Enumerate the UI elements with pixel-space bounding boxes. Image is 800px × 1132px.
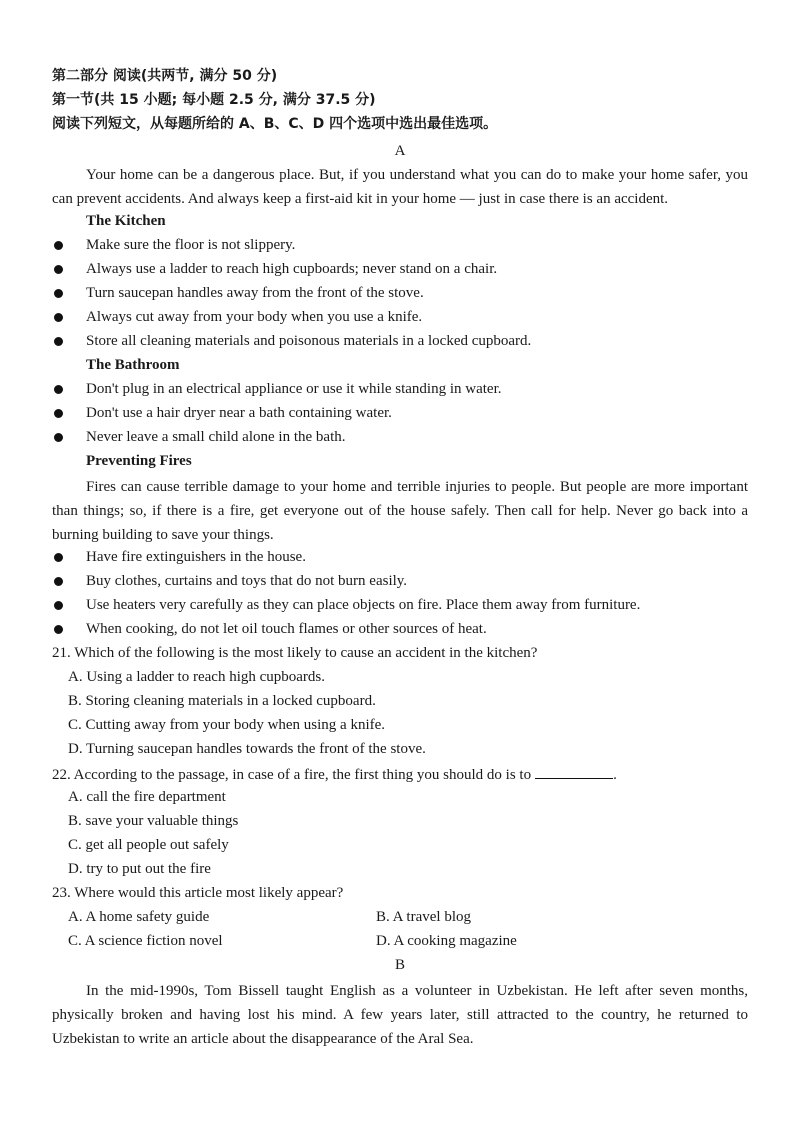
list-item: Use heaters very carefully as they can place objects on fire. Place them away from furniture. xyxy=(86,597,641,613)
list-item: Buy clothes, curtains and toys that do not burn easily. xyxy=(86,573,408,589)
option-d[interactable]: D. Turning saucepan handles towards the front of the stove. xyxy=(68,741,426,757)
question-stem: 21. Which of the following is the most likely to cause an accident in the kitchen? xyxy=(52,645,538,661)
option-a[interactable]: A. A home safety guide xyxy=(68,909,210,925)
bullet-icon xyxy=(54,385,63,394)
question-stem-line xyxy=(52,764,617,784)
part-title: 第二部分 阅读(共两节, 满分 50 分) xyxy=(52,68,278,84)
question-stem: 23. Where would this article most likely appear? xyxy=(52,885,344,901)
fires-intro: Fires can cause terrible damage to your home and terrible injuries to people. But people are more important than things; so, if there is a fire, get everyone out of the house safely. Then call for help. Never go back into a burning building to save your things. xyxy=(52,479,748,543)
list-item: Turn saucepan handles away from the front of the stove. xyxy=(86,285,424,301)
stem-end: . xyxy=(613,767,617,783)
question-stem: 22. According to the passage, in case of a fire, the first thing you should do is to xyxy=(52,767,532,783)
list-item: Always use a ladder to reach high cupboards; never stand on a chair. xyxy=(86,261,498,277)
bullet-icon xyxy=(54,289,63,298)
bullet-icon xyxy=(54,625,63,634)
bullet-icon xyxy=(54,553,63,562)
list-item: Make sure the floor is not slippery. xyxy=(86,237,296,253)
kitchen-heading: The Kitchen xyxy=(86,213,166,229)
passage-b-text: In the mid-1990s, Tom Bissell taught English as a volunteer in Uzbekistan. He left after seven months, physically broken and having lost his mind. A few years later, still attracted to the country, he returned to Uzbekistan to write an article about the disappearance of the Aral Sea. xyxy=(52,983,748,1047)
option-c[interactable]: C. A science fiction novel xyxy=(68,933,223,949)
option-c[interactable]: C. get all people out safely xyxy=(68,837,229,853)
bullet-icon xyxy=(54,601,63,610)
section-title: 第一节(共 15 小题; 每小题 2.5 分, 满分 37.5 分) xyxy=(52,92,376,108)
list-item: Always cut away from your body when you use a knife. xyxy=(86,309,423,325)
passage-a-label: A xyxy=(394,143,406,159)
option-c[interactable]: C. Cutting away from your body when using a knife. xyxy=(68,717,386,733)
answer-blank[interactable] xyxy=(535,764,613,779)
bathroom-heading: The Bathroom xyxy=(86,357,180,373)
instruction: 阅读下列短文，从每题所给的 A、B、C、D 四个选项中选出最佳选项。 xyxy=(52,116,498,132)
fires-heading: Preventing Fires xyxy=(86,453,192,469)
option-d[interactable]: D. try to put out the fire xyxy=(68,861,211,877)
bullet-icon xyxy=(54,433,63,442)
list-item: Store all cleaning materials and poisonous materials in a locked cupboard. xyxy=(86,333,532,349)
bullet-icon xyxy=(54,337,63,346)
list-item: Don't plug in an electrical appliance or use it while standing in water. xyxy=(86,381,502,397)
passage-b-label: B xyxy=(394,957,405,973)
list-item: Have fire extinguishers in the house. xyxy=(86,549,306,565)
list-item: Never leave a small child alone in the bath. xyxy=(86,429,346,445)
list-item: Don't use a hair dryer near a bath containing water. xyxy=(86,405,392,421)
option-b[interactable]: B. Storing cleaning materials in a locked cupboard. xyxy=(68,693,376,709)
list-item: When cooking, do not let oil touch flames or other sources of heat. xyxy=(86,621,487,637)
bullet-icon xyxy=(54,241,63,250)
option-b[interactable]: B. A travel blog xyxy=(376,909,471,925)
bullet-icon xyxy=(54,313,63,322)
bullet-icon xyxy=(54,265,63,274)
option-d[interactable]: D. A cooking magazine xyxy=(376,933,517,949)
bullet-icon xyxy=(54,409,63,418)
option-a[interactable]: A. call the fire department xyxy=(68,789,226,805)
option-a[interactable]: A. Using a ladder to reach high cupboards. xyxy=(68,669,326,685)
passage-a-intro: Your home can be a dangerous place. But, if you understand what you can do to make your home safer, you can prevent accidents. And always keep a first-aid kit in your home — just in case there is an accident. xyxy=(52,167,748,207)
option-b[interactable]: B. save your valuable things xyxy=(68,813,239,829)
bullet-icon xyxy=(54,577,63,586)
